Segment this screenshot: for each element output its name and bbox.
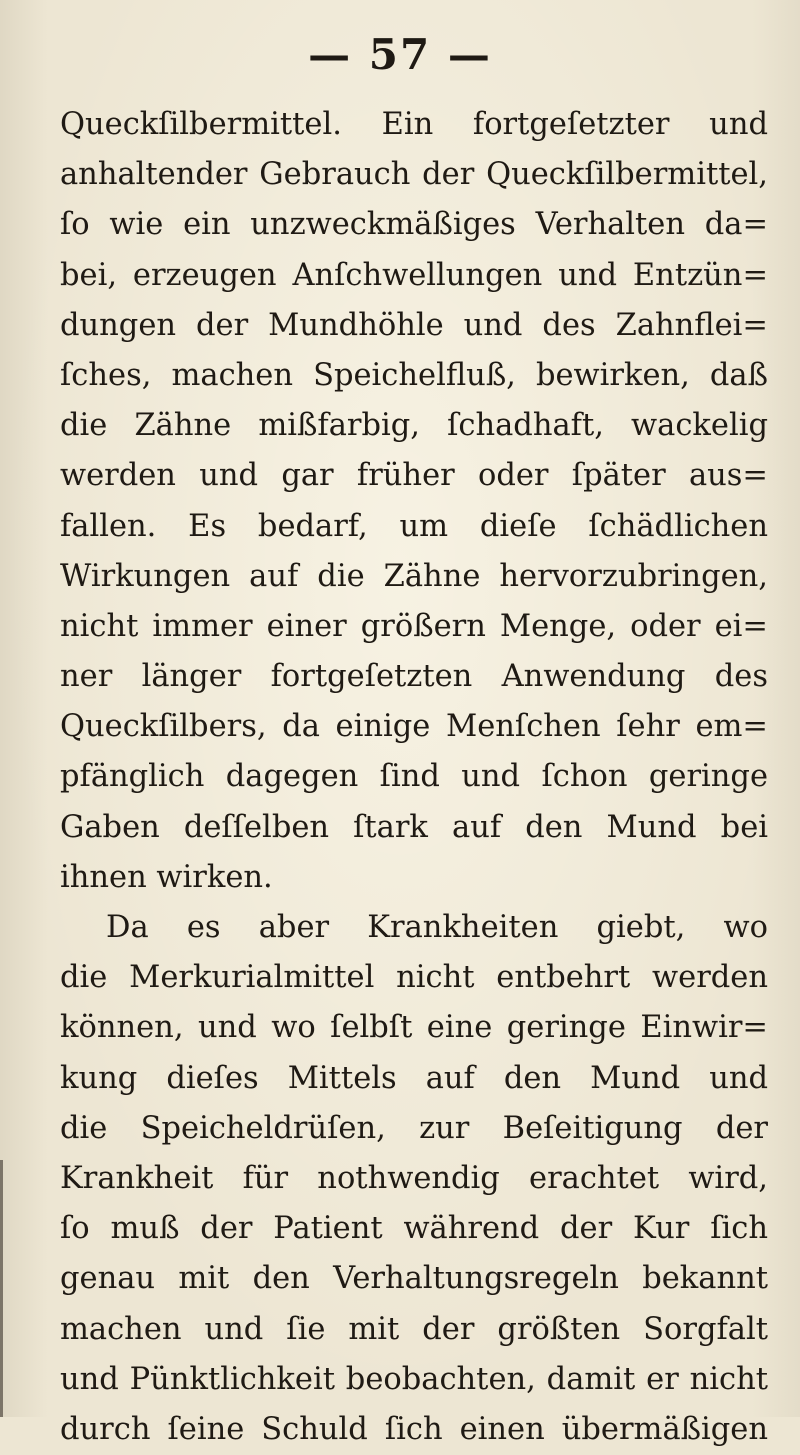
- text-line: Krankheit für nothwendig erachtet wird,: [60, 1160, 768, 1196]
- text-line: bei, erzeugen Anſchwellungen und Entzün=: [60, 257, 768, 293]
- text-line: ſo muß der Patient während der Kur ſich: [60, 1211, 768, 1247]
- text-line: Queckſilbers, da einige Menſchen ſehr em=: [60, 709, 768, 745]
- page-number-header: — 57 —: [308, 30, 492, 79]
- text-line: ſo wie ein unzweckmäßiges Verhalten da=: [60, 207, 768, 243]
- text-line: können, und wo ſelbſt eine geringe Einwir=: [60, 1010, 768, 1046]
- text-line: pfänglich dagegen ſind und ſchon geringe: [60, 759, 768, 795]
- page-binding-edge: [0, 1160, 3, 1417]
- text-line: werden und gar früher oder ſpäter aus=: [60, 458, 768, 494]
- text-line: ſches, machen Speichelfluß, bewirken, daß: [60, 357, 768, 393]
- text-line: die Zähne mißfarbig, ſchadhaft, wackelig: [60, 408, 768, 444]
- text-line: die Merkurialmittel nicht entbehrt werden: [60, 960, 768, 996]
- text-line: genau mit den Verhaltungsregeln bekannt: [60, 1261, 768, 1297]
- paragraph-1: [60, 100, 768, 903]
- text-line: ner länger fortgeſetzten Anwendung des: [60, 659, 768, 695]
- body-text: [60, 100, 768, 1455]
- paragraph-2: [60, 903, 768, 1455]
- text-line: machen und ſie mit der größten Sorgfalt: [60, 1311, 768, 1347]
- text-line: die Speicheldrüſen, zur Beſeitigung der: [60, 1110, 768, 1146]
- text-line: Queckſilbermittel. Ein fortgeſetzter und: [60, 107, 768, 142]
- text-line: kung dieſes Mittels auf den Mund und: [60, 1060, 768, 1096]
- text-line: Gaben deſſelben ſtark auf den Mund bei: [60, 809, 768, 845]
- text-line: anhaltender Gebrauch der Queckſilbermittel,: [60, 157, 768, 193]
- text-line: und Pünktlichkeit beobachten, damit er nicht: [60, 1361, 768, 1397]
- text-line: durch ſeine Schuld ſich einen übermäßigen: [60, 1411, 768, 1447]
- text-line: Wirkungen auf die Zähne hervorzubringen,: [60, 558, 768, 594]
- text-line: Da es aber Krankheiten giebt, wo: [106, 910, 768, 945]
- text-line: fallen. Es bedarf, um dieſe ſchädlichen: [60, 508, 768, 544]
- text-line: nicht immer einer größern Menge, oder ei=: [60, 608, 768, 644]
- text-line: ihnen wirken.: [60, 859, 273, 895]
- text-line: dungen der Mundhöhle und des Zahnflei=: [60, 307, 768, 343]
